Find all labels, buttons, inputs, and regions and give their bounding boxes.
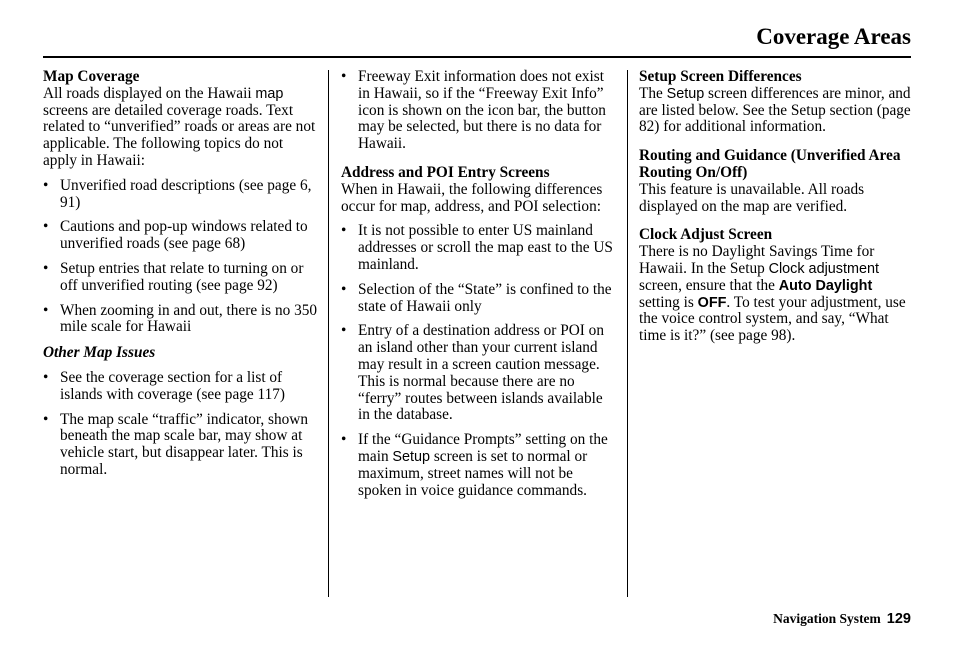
list-item: • Entry of a destination address or POI on an island other than your current island may result in a screen caution message. This is normal because there are no “ferry” routes between islands available in the database. — [341, 323, 616, 424]
column-divider-1 — [328, 70, 329, 597]
list-item: • The map scale “traffic” indicator, shown beneath the map scale bar, may show at vehicle start, but disappear later. This is normal. — [43, 412, 318, 479]
other-issues-list — [43, 370, 318, 479]
address-poi-heading: Address and POI Entry Screens — [341, 163, 550, 181]
list-item: • Freeway Exit information does not exist in Hawaii, so if the “Freeway Exit Info” icon is shown on the icon bar, the button may be selected, but there is no data for Hawaii. — [341, 69, 616, 153]
list-item: • It is not possible to enter US mainland addresses or scroll the map east to the US mainland. — [341, 223, 616, 273]
setup-word: Setup — [666, 85, 705, 102]
list-item: • When zooming in and out, there is no 350 mile scale for Hawaii — [43, 303, 318, 337]
header-rule — [43, 56, 911, 58]
list-item: • Unverified road descriptions (see page 6, 91) — [43, 178, 318, 212]
other-map-issues-heading: Other Map Issues — [43, 344, 156, 362]
routing-guidance-text: This feature is unavailable. All roads displayed on the map are verified. — [639, 180, 865, 215]
setup-differences-text: The Setup screen differences are minor, and are listed below. See the Setup section (page 82) for additional information. — [639, 84, 911, 136]
list-item: • Selection of the “State” is confined to the state of Hawaii only — [341, 282, 616, 316]
page-footer — [773, 611, 911, 627]
page-number: 129 — [886, 611, 911, 627]
list-item: • Cautions and pop-up windows related to unverified roads (see page 68) — [43, 219, 318, 253]
clock-adjust-heading: Clock Adjust Screen — [639, 226, 773, 244]
column-divider-2 — [627, 70, 628, 597]
routing-guidance-heading: Routing and Guidance (Unverified Area Routing On/Off) — [639, 147, 901, 181]
not-applicable-list — [43, 178, 318, 336]
auto-daylight-word: Auto Daylight — [778, 277, 873, 294]
clock-adjust-text: There is no Daylight Savings Time for Hawaii. In the Setup Clock adjustment screen, ensure that the Auto Daylight setting is OFF. To test your adjustment, use the voice control system, and say, “What time is it?” (see page 98). — [639, 243, 906, 345]
map-coverage-intro: All roads displayed on the Hawaii map screens are detailed coverage roads. Text related to “unverified” roads or areas are not applicable. The following topics do not apply in Hawaii: — [43, 84, 316, 169]
list-item: • Setup entries that relate to turning on or off unverified routing (see page 92) — [43, 261, 318, 295]
column-2 — [341, 69, 616, 499]
map-coverage-heading: Map Coverage — [43, 68, 140, 85]
address-poi-intro: When in Hawaii, the following differences occur for map, address, and POI selection: — [341, 180, 603, 215]
footer-section-title: Navigation System — [773, 611, 881, 626]
off-word: OFF — [697, 294, 727, 311]
map-word: map — [255, 85, 284, 102]
setup-differences-heading: Setup Screen Differences — [639, 68, 802, 85]
freeway-list — [341, 69, 616, 153]
list-item: • See the coverage section for a list of islands with coverage (see page 117) — [43, 370, 318, 404]
clock-adjustment-word: Clock adjustment — [768, 260, 879, 277]
list-item: • If the “Guidance Prompts” setting on the main Setup screen is set to normal or maximum, street names will not be spoken in voice guidance commands. — [341, 432, 616, 499]
page-title: Coverage Areas — [756, 24, 911, 49]
setup-word: Setup — [392, 448, 431, 465]
address-poi-list — [341, 223, 616, 499]
column-1 — [43, 69, 318, 479]
column-3 — [639, 69, 914, 345]
